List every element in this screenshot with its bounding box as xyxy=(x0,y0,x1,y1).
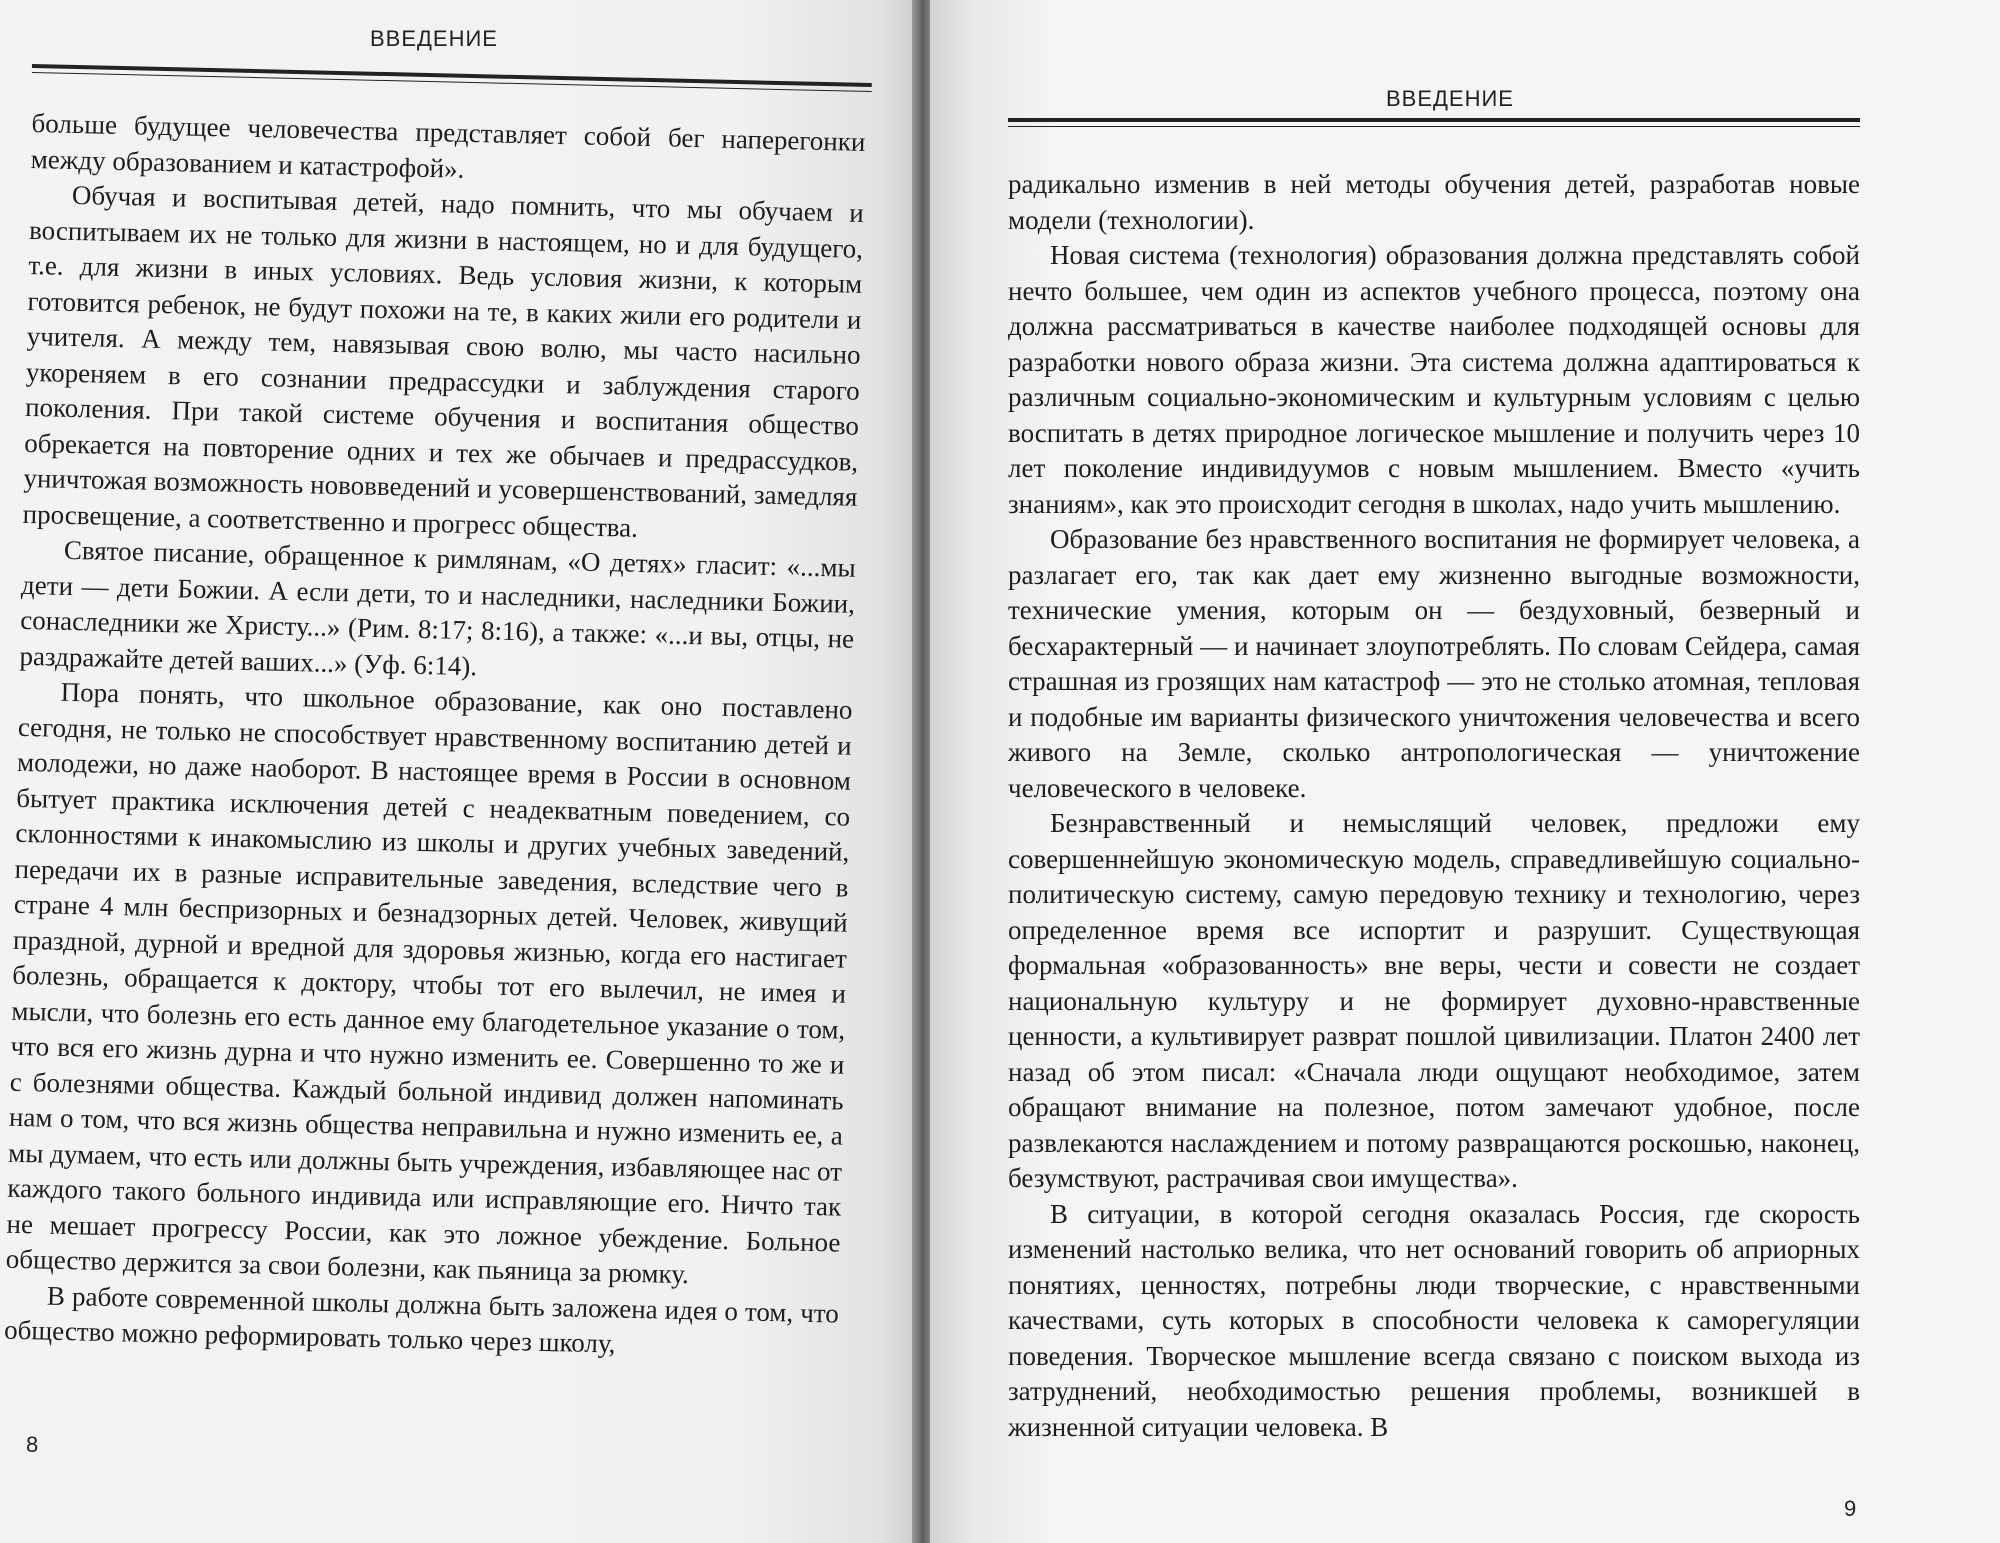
running-head: ВВЕДЕНИЕ xyxy=(370,26,498,51)
paragraph: больше будущее человечества представляет собой бег наперегонки между образованием и катастрофой». xyxy=(30,107,866,184)
paragraph: Безнравственный и немыслящий человек, предложи ему совершеннейшую экономическую модель, справедливейшую социально-политическую систему, самую передовую технику и технологию, через определенное время все испортит и разрушит. Существующая формальная «образованность» вне веры, чести и совести не создает национальную культуру и не формирует духовно-нравственные ценности, а культивирует разврат пошлой цивилизации. Платон 2400 лет назад об этом писал: «Сначала люди ощущают необходимое, затем обращают внимание на полезное, потом замечают удобное, после развлекаются наслаждением и потому развращаются роскошью, наконец, безумствуют, растрачивая свои имущества». xyxy=(1008,808,1860,1193)
paragraph: В ситуации, в которой сегодня оказалась Россия, где скорость изменений настолько велика, что нет оснований говорить об априорных понятиях, ценностях, потребны люди творческие, с нравственными качествами, суть которых в способности человека к саморегуляции поведения. Творческое мышление всегда связано с поиском выхода из затруднений, необходимостью решения проблемы, возникшей в жизненной ситуации человека. В xyxy=(1008,1198,1860,1442)
paragraph: Пора понять, что школьное образование, как оно поставлено сегодня, не только не способствует нравственному воспитанию детей и молодежи, но даже наоборот. В настоящее время в России в основном бытует практика исключения детей с неадекватным поведением, со склонностями к инакомыслию из школы и других учебных заведений, передачи их в разные исправительные заведения, вследствие чего в стране 4 млн беспризорных и безнадзорных детей. Человек, живущий праздной, дурной и вредной для здоровья жизнью, когда его настигает болезнь, обращается к доктору, чтобы тот его вылечил, не имея и мысли, что болезнь его есть данное ему благодетельное указание о том, что вся его жизнь дурна и что нужно изменить ее. Совершенно то же и с болезнями общества. Каждый больной индивид должен напоминать нам о том, что вся жизнь общества неправильна и нужно изменить ее, а мы думаем, что есть или должны быть учреждения, избавляющее нас от каждого такого больного индивида или исправляющие его. Ничто так не мешает прогрессу России, как это ложное убеждение. Больное общество держится за свои болезни, как пьяница за рюмку. xyxy=(5,676,853,1290)
right-page xyxy=(930,0,2000,1543)
header-rule-thin xyxy=(1008,126,1860,127)
paragraph: Обучая и воспитывая детей, надо помнить, что мы обучаем и воспитываем их не только для жизни в настоящем, но и для будущего, т.е. для жизни в иных условиях. Ведь условия жизни, к которым готовится ребенок, не будут похожи на те, в каких жили его родители и учителя. А между тем, навязывая свою волю, мы часто насильно укореняем в его сознании предрассудки и заблуждения старого поколения. При такой системе обучения и воспитания общество обрекается на повторение одних и тех же обычаев и предрассудков, уничтожая возможность нововведений и усовершенствований, замедляя просвещение, а соответственно и прогресс общества. xyxy=(22,179,865,543)
paragraph: Образование без нравственного воспитания не формирует человека, а разлагает его, так как дает ему жизненно выгодные возможности, технические умения, которым он — бездуховный, безверный и бесхарактерный — и начинает злоупотреблять. По словам Сейдера, самая страшная из грозящих нам катастроф — это не столько атомная, тепловая и подобные им варианты физического уничтожения человечества и всего живого на Земле, сколько антропологическая — уничтожение человеческого в человеке. xyxy=(1008,524,1860,803)
paragraph: радикально изменив в ней методы обучения детей, разработав новые модели (технологии). xyxy=(1008,169,1860,235)
paragraph: В работе современной школы должна быть заложена идея о том, что общество можно реформировать только через школу, xyxy=(3,1280,840,1359)
left-page xyxy=(0,0,915,1543)
paragraph: Святое писание, обращенное к римлянам, «О детях» гласит: «...мы дети — дети Божии. А если дети, то и наследники, наследники Божии, сонаследники же Христу...» (Рим. 8:17; 8:16), а также: «...и вы, отцы, не раздражайте детей ваших...» (Уф. 6:14). xyxy=(19,534,857,681)
paragraph: Новая система (технология) образования должна представлять собой нечто большее, чем один из аспектов учебного процесса, поэтому она должна рассматриваться в качестве наиболее подходящей основы для разработки нового образа жизни. Эта система должна адаптироваться к различным социально-экономическим и культурным условиям с целью воспитать в детях природное логическое мышление и получить через 10 лет поколение индивидуумов с новым мышлением. Вместо «учить знаниям», как это происходит сегодня в школах, надо учить мышлению. xyxy=(1008,240,1860,519)
running-head: ВВЕДЕНИЕ xyxy=(1386,86,1514,111)
page-number: 8 xyxy=(26,1432,39,1457)
body-text xyxy=(1008,167,1860,1445)
page-number: 9 xyxy=(1844,1496,1857,1521)
header-rule-thick xyxy=(1008,118,1860,122)
body-text xyxy=(4,106,866,1367)
